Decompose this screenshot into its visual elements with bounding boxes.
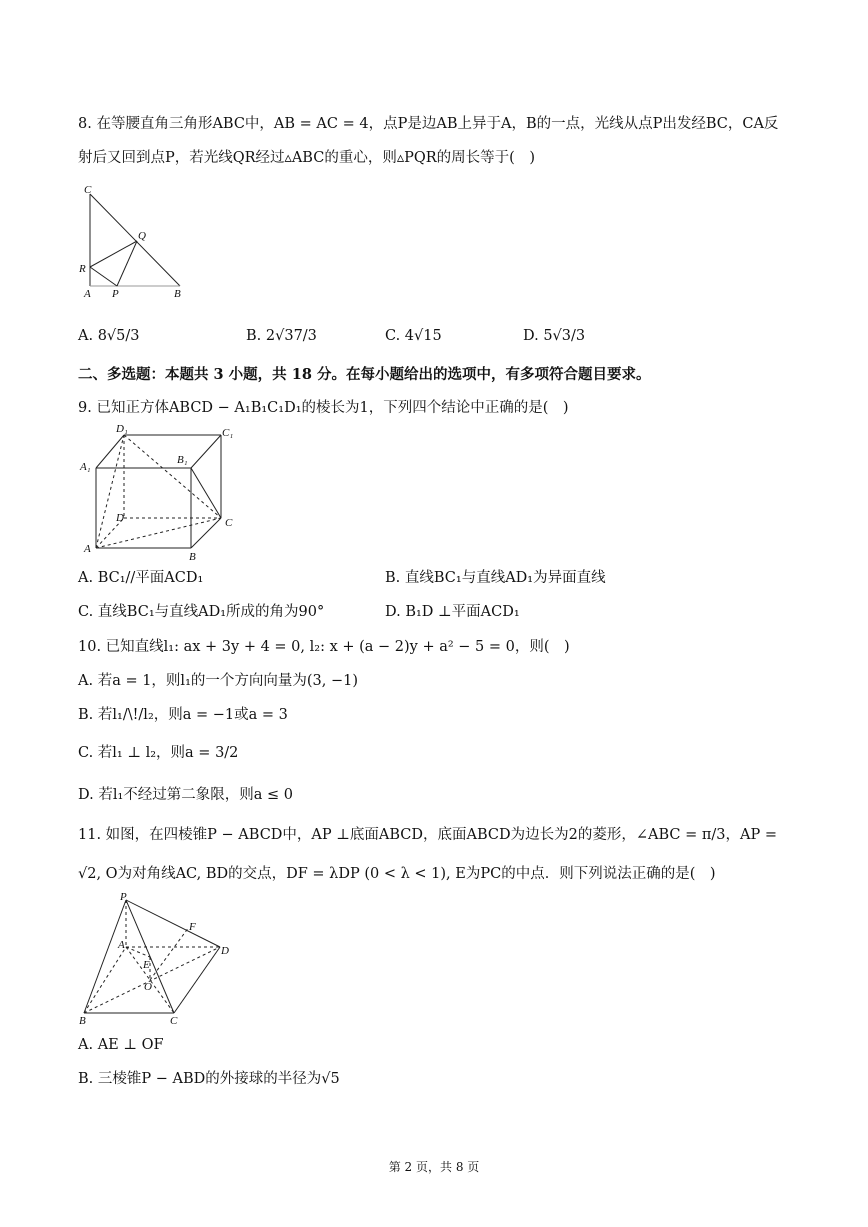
q11-label-o: O [144,981,152,993]
q8-option-c: C. 4√15 [385,328,442,344]
page-footer: 第 2 页，共 8 页 [388,1160,480,1174]
q8-label-c: C [84,184,92,196]
q9-label-d1: D₁ [116,423,128,435]
q9-label-b1: B₁ [177,454,188,466]
q11-label-p: P [120,891,127,903]
q8-label-q: Q [138,230,146,242]
q9-option-b: B. 直线BC₁与直线AD₁为异面直线 [385,570,606,586]
q11-label-c: C [170,1015,178,1027]
q11-pyramid-figure [74,890,244,1030]
q10-option-b: B. 若l₁/\!/l₂，则a = −1或a = 3 [78,707,288,723]
q9-label-a: A [84,543,91,555]
q8-option-b: B. 2√37/3 [246,328,317,344]
q9-option-c: C. 直线BC₁与直线AD₁所成的角为90° [78,604,325,620]
q8-stem-line2: 射后又回到点P，若光线QR经过▵ABC的重心，则▵PQR的周长等于( ) [78,150,535,166]
q8-stem-line1: 8. 在等腰直角三角形ABC中，AB = AC = 4，点P是边AB上异于A，B的一点，光线从点P出发经BC，CA反 [78,116,779,132]
q11-label-d: D [221,945,229,957]
q8-label-p: P [112,288,119,300]
q8-option-d: D. 5√3/3 [523,328,586,344]
q10-option-c: C. 若l₁ ⊥ l₂，则a = 3/2 [78,745,239,761]
section-2-heading: 二、多选题：本题共 3 小题，共 18 分。在每小题给出的选项中，有多项符合题目要求。 [78,366,651,383]
q11-label-f: F [189,921,196,933]
q8-triangle-figure [74,184,194,304]
q9-label-c: C [225,517,233,529]
q9-label-c1: C₁ [222,427,234,439]
q10-option-d: D. 若l₁不经过第二象限，则a ≤ 0 [78,787,294,803]
q11-stem-line1: 11. 如图，在四棱锥P − ABCD中，AP ⊥底面ABCD，底面ABCD为边长为2的菱形，∠ABC = π/3，AP = [78,827,777,843]
q9-label-d: D [116,512,124,524]
q9-label-b: B [189,551,196,563]
q8-label-a: A [84,288,91,300]
q9-option-d: D. B₁D ⊥平面ACD₁ [385,604,520,620]
q9-stem: 9. 已知正方体ABCD − A₁B₁C₁D₁的棱长为1，下列四个结论中正确的是( ) [78,400,569,416]
q11-option-b: B. 三棱锥P − ABD的外接球的半径为√5 [78,1071,340,1087]
q11-option-a: A. AE ⊥ OF [78,1037,164,1053]
q8-label-r: R [79,263,86,275]
q9-label-a1: A₁ [80,461,91,473]
q10-stem: 10. 已知直线l₁: ax + 3y + 4 = 0, l₂: x + (a − 2)y + a² − 5 = 0，则( ) [78,639,570,655]
q10-option-a: A. 若a = 1，则l₁的一个方向向量为(3, −1) [78,673,359,689]
q9-cube-figure [76,420,246,565]
q8-option-a: A. 8√5/3 [78,328,140,344]
q11-label-b: B [79,1015,86,1027]
q11-label-e: E [143,959,150,971]
q11-label-a: A [118,939,125,951]
q9-option-a: A. BC₁//平面ACD₁ [78,570,204,586]
q8-label-b: B [174,288,181,300]
q11-stem-line2: √2, O为对角线AC, BD的交点，DF = λDP (0 < λ < 1), E为PC的中点．则下列说法正确的是( ) [78,866,716,882]
